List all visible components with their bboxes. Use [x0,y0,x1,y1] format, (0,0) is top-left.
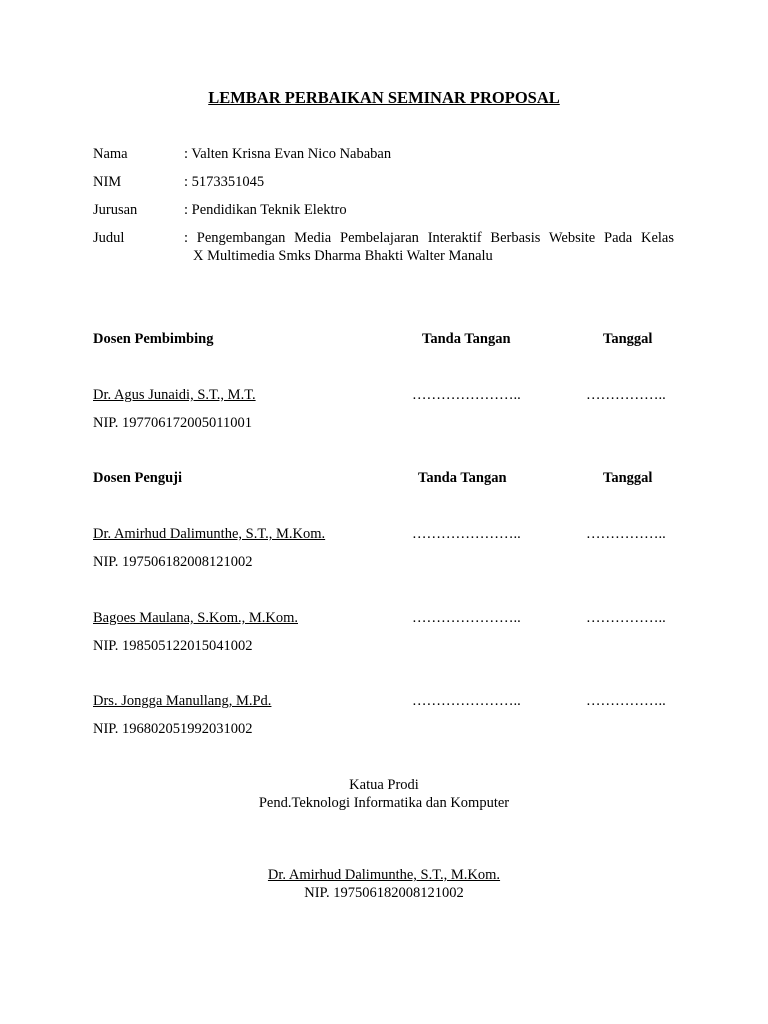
penguji-header-sign: Tanda Tangan [418,470,507,486]
ketua-name: Dr. Amirhud Dalimunthe, S.T., M.Kom. [267,867,501,883]
judul-line-1: : Pengembangan Media Pembelajaran Interaktif Berbasis Website Pada Kelas [184,230,674,246]
pembimbing-header-sign: Tanda Tangan [422,331,511,347]
penguji-1-name: Dr. Amirhud Dalimunthe, S.T., M.Kom. [93,526,326,542]
document-title: LEMBAR PERBAIKAN SEMINAR PROPOSAL [208,88,560,107]
pembimbing-name: Dr. Agus Junaidi, S.T., M.T. [93,387,256,403]
penguji-2-date-line: …………….. [586,610,666,626]
field-value-nim: : 5173351045 [184,174,265,190]
penguji-3-date-line: …………….. [586,693,666,709]
penguji-1-date-line: …………….. [586,526,666,542]
pembimbing-sign-line: ………………….. [412,387,521,403]
pembimbing-date-line: …………….. [586,387,666,403]
field-label-nim: NIM [93,174,122,190]
field-label-nama: Nama [93,146,128,162]
ketua-role: Katua Prodi [349,777,419,793]
penguji-header-role: Dosen Penguji [93,470,183,486]
penguji-2-nip: NIP. 198505122015041002 [93,638,253,654]
pembimbing-header-date: Tanggal [603,331,653,347]
penguji-3-sign-line: ………………….. [412,693,521,709]
penguji-3-name: Drs. Jongga Manullang, M.Pd. [93,693,272,709]
field-label-jurusan: Jurusan [93,202,138,218]
penguji-1-sign-line: ………………….. [412,526,521,542]
ketua-name-wrap [0,866,768,884]
field-value-nama: : Valten Krisna Evan Nico Nababan [184,146,392,162]
penguji-2-sign-line: ………………….. [412,610,521,626]
field-label-judul: Judul [93,230,125,246]
ketua-nip: NIP. 197506182008121002 [304,885,464,901]
pembimbing-nip: NIP. 197706172005011001 [93,415,252,431]
penguji-1-nip: NIP. 197506182008121002 [93,554,253,570]
field-value-jurusan: : Pendidikan Teknik Elektro [184,202,347,218]
penguji-2-name: Bagoes Maulana, S.Kom., M.Kom. [93,610,298,626]
judul-line-2: X Multimedia Smks Dharma Bhakti Walter Manalu [193,248,493,264]
penguji-header-date: Tanggal [603,470,653,486]
penguji-3-nip: NIP. 196802051992031002 [93,721,253,737]
field-value-judul [184,229,674,265]
ketua-department: Pend.Teknologi Informatika dan Komputer [258,795,510,811]
pembimbing-header-role: Dosen Pembimbing [93,331,214,347]
